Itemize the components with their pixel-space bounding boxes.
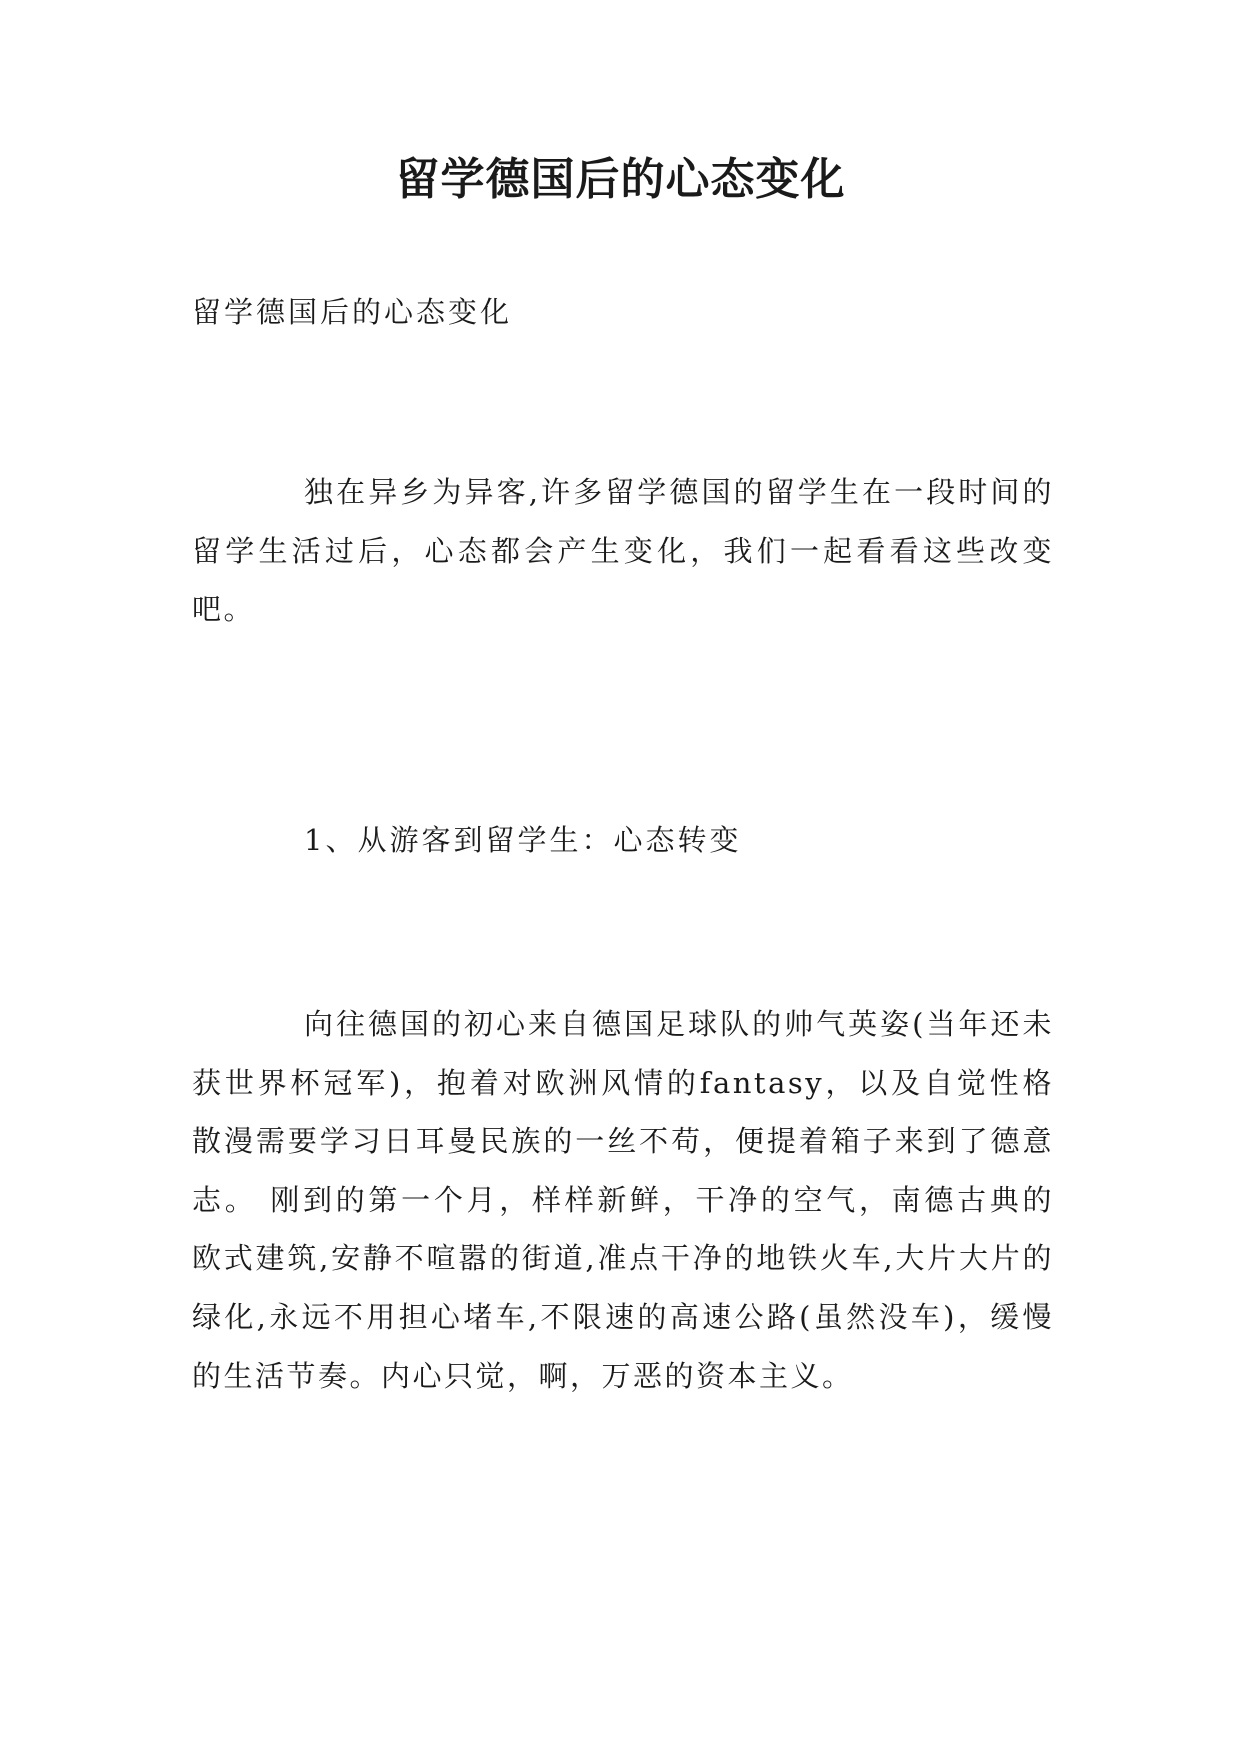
document-title: 留学德国后的心态变化 (395, 154, 846, 205)
section-heading-1: 1、从游客到留学生：心态转变 (304, 823, 742, 857)
intro-paragraph: 独在异乡为异客,许多留学德国的留学生在一段时间的留学生活过后，心态都会产生变化，我们一起看看这些改变吧。 (192, 475, 1054, 627)
document-subtitle: 留学德国后的心态变化 (192, 295, 513, 329)
body-paragraph: 向往德国的初心来自德国足球队的帅气英姿(当年还未获世界杯冠军)，抱着对欧洲风情的fantasy，以及自觉性格散漫需要学习日耳曼民族的一丝不苟，便提着箱子来到了德意志。 刚到的第一个月，样样新鲜，干净的空气，南德古典的欧式建筑,安静不喧嚣的街道,准点干净的地铁火车,大片大片的绿化,永远不用担心堵车,不限速的高速公路(虽然没车)，缓慢的生活节奏。内心只觉，啊，万恶的资本主义。 (192, 1007, 1054, 1393)
